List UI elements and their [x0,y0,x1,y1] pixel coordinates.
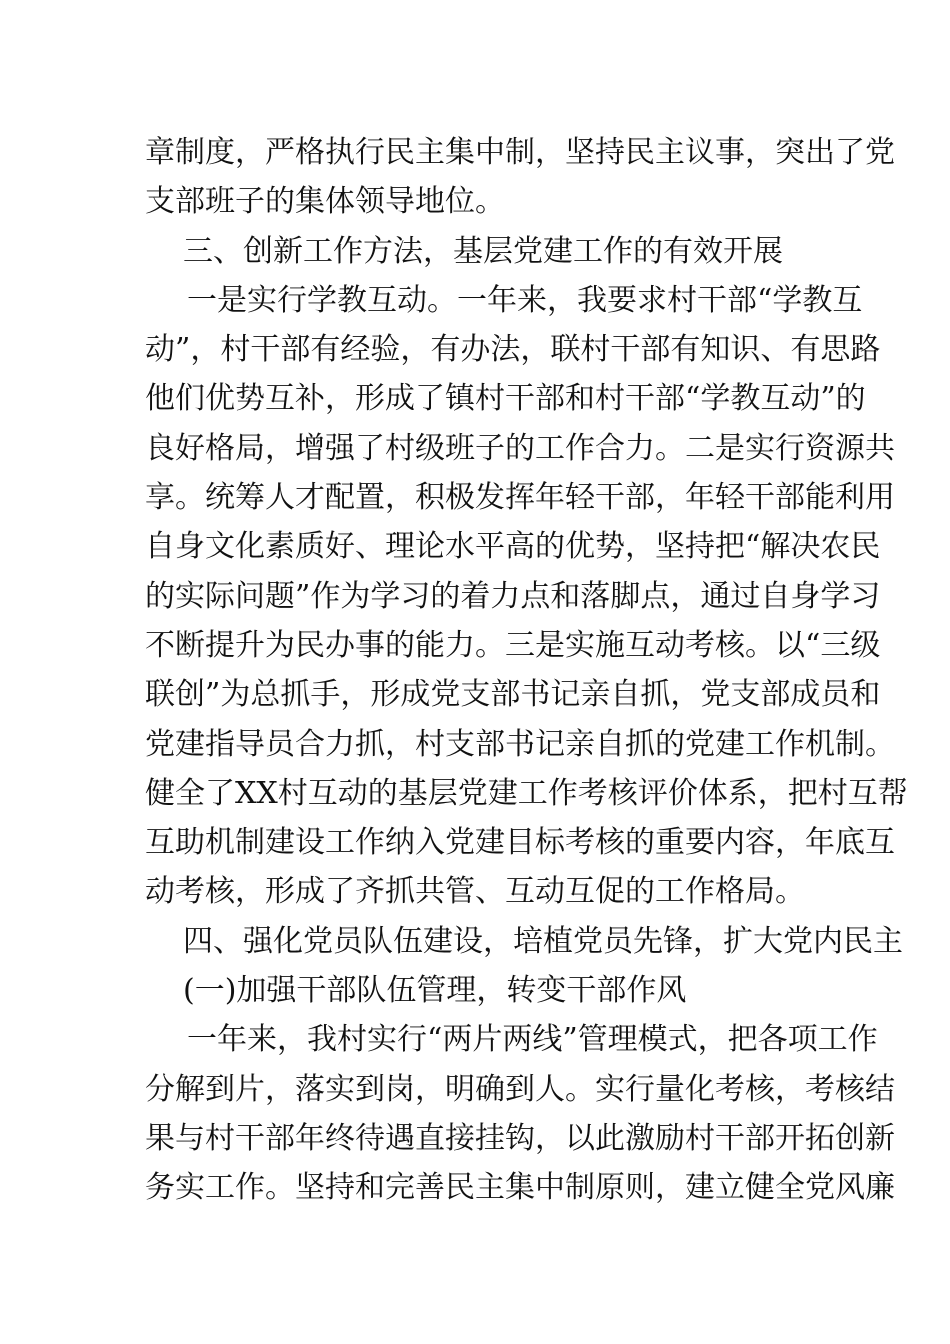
paragraph-line: 一年来，我村实行“两片两线”管理模式，把各项工作 [187,1022,878,1058]
paragraph-line: 不断提升为民办事的能力。三是实施互动考核。以“三级 [145,627,881,663]
paragraph-line: 联创”为总抓手，形成党支部书记亲自抓，党支部成员和 [145,677,881,713]
section-heading: 三、创新工作方法，基层党建工作的有效开展 [183,233,783,269]
document-body [145,128,908,1213]
paragraph-line: 分解到片，落实到岗，明确到人。实行量化考核，考核结 [145,1071,895,1107]
paragraph-line: 享。统筹人才配置，积极发挥年轻干部，年轻干部能利用 [145,480,895,516]
paragraph-line: 务实工作。坚持和完善民主集中制原则，建立健全党风廉 [145,1170,895,1206]
paragraph-line: 良好格局，增强了村级班子的工作合力。二是实行资源共 [145,430,895,466]
paragraph-line: 党建指导员合力抓，村支部书记亲自抓的党建工作机制。 [145,726,895,762]
paragraph-line: 一是实行学教互动。一年来，我要求村干部“学教互 [187,282,863,318]
paragraph-line: 动考核，形成了齐抓共管、互动互促的工作格局。 [145,874,805,910]
paragraph-line: 他们优势互补，形成了镇村干部和村干部“学教互动”的 [145,381,866,417]
paragraph-line: 章制度，严格执行民主集中制，坚持民主议事，突出了党 [145,135,895,170]
paragraph-line: 自身文化素质好、理论水平高的优势，坚持把“解决农民 [145,529,881,565]
paragraph-line: 动”，村干部有经验，有办法，联村干部有知识、有思路 [145,332,881,368]
subsection-heading: (一)加强干部队伍管理，转变干部作风 [183,973,687,1009]
paragraph-line: 健全了XX村互动的基层党建工作考核评价体系，把村互帮 [145,775,908,811]
paragraph-line: 的实际问题”作为学习的着力点和落脚点，通过自身学习 [145,578,881,614]
paragraph-line: 支部班子的集体领导地位。 [145,184,505,220]
paragraph-line: 互助机制建设工作纳入党建目标考核的重要内容，年底互 [145,825,895,861]
paragraph-line: 果与村干部年终待遇直接挂钩，以此激励村干部开拓创新 [145,1120,895,1156]
section-heading: 四、强化党员队伍建设，培植党员先锋，扩大党内民主 [183,923,903,959]
